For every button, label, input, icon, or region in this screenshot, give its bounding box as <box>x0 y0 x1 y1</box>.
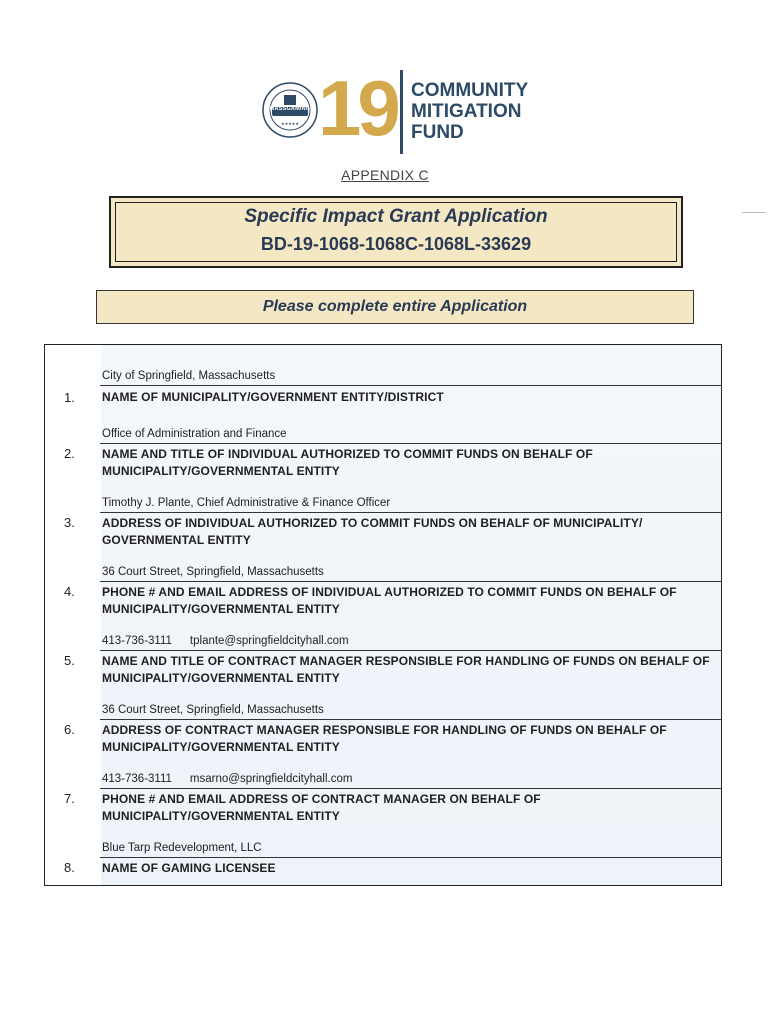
answer-field-1[interactable]: City of Springfield, Massachusetts <box>102 370 276 382</box>
email-value: tplante@springfieldcityhall.com <box>189 635 349 647</box>
answer-line <box>100 650 722 651</box>
row-number: 3. <box>64 515 75 530</box>
row-number: 5. <box>64 653 75 668</box>
instruction-text: Please complete entire Application <box>262 298 528 315</box>
answer-field-3[interactable]: Timothy J. Plante, Chief Administrative & Finance Officer <box>102 497 391 509</box>
row-number: 7. <box>64 791 75 806</box>
row-number: 1. <box>64 390 75 405</box>
logo-year: 19 <box>318 64 397 152</box>
application-code: BD-19-1068-1068C-1068L-33629 <box>260 234 532 254</box>
field-label: ADDRESS OF INDIVIDUAL AUTHORIZED TO COMMIT FUNDS ON BEHALF OF MUNICIPALITY/ GOVERNMENTAL ENTITY <box>102 516 643 547</box>
logo-fund-line-2: MITIGATION <box>411 101 522 122</box>
field-label: ADDRESS OF CONTRACT MANAGER RESPONSIBLE FOR HANDLING OF FUNDS ON BEHALF OF MUNICIPALITY/GOVERNMENTAL ENTITY <box>102 723 667 754</box>
row-number: 6. <box>64 722 75 737</box>
answer-line <box>100 385 722 386</box>
phone-value: 413-736-3111 <box>102 635 172 647</box>
logo-divider <box>400 70 403 154</box>
scan-edge-mark <box>742 212 766 213</box>
answer-line <box>100 719 722 720</box>
field-label: PHONE # AND EMAIL ADDRESS OF INDIVIDUAL AUTHORIZED TO COMMIT FUNDS ON BEHALF OF MUNICIPALITY/GOVERNMENTAL ENTITY <box>102 585 677 616</box>
answer-field-8[interactable]: Blue Tarp Redevelopment, LLC <box>102 842 262 854</box>
logo-fund-line-1: COMMUNITY <box>411 80 529 101</box>
answer-line <box>100 581 722 582</box>
field-label: NAME OF MUNICIPALITY/GOVERNMENT ENTITY/DISTRICT <box>102 390 444 404</box>
answer-field-5[interactable] <box>102 635 349 647</box>
answer-line <box>100 857 722 858</box>
row-number: 2. <box>64 446 75 461</box>
massgaming-seal-logo <box>262 82 318 138</box>
answer-field-7[interactable] <box>102 773 352 785</box>
svg-text:★★★★★: ★★★★★ <box>281 121 299 126</box>
answer-line <box>100 443 722 444</box>
row-number: 8. <box>64 860 75 875</box>
logo-fund-name <box>411 80 528 143</box>
answer-field-4[interactable]: 36 Court Street, Springfield, Massachusetts <box>102 566 324 578</box>
title-box <box>109 196 683 268</box>
seal-label: MASSGAMING <box>269 106 311 112</box>
field-label: PHONE # AND EMAIL ADDRESS OF CONTRACT MANAGER ON BEHALF OF MUNICIPALITY/GOVERNMENTAL ENTITY <box>102 792 541 823</box>
field-label: NAME AND TITLE OF CONTRACT MANAGER RESPONSIBLE FOR HANDLING OF FUNDS ON BEHALF OF MUNICIPALITY/GOVERNMENTAL ENTITY <box>102 654 710 685</box>
answer-line <box>100 512 722 513</box>
field-label: NAME AND TITLE OF INDIVIDUAL AUTHORIZED TO COMMIT FUNDS ON BEHALF OF MUNICIPALITY/GOVERNMENTAL ENTITY <box>102 447 593 478</box>
answer-line <box>100 788 722 789</box>
appendix-heading: APPENDIX C <box>341 167 429 183</box>
answer-field-2[interactable]: Office of Administration and Finance <box>102 428 287 440</box>
email-value: msarno@springfieldcityhall.com <box>189 773 353 785</box>
document-title: Specific Impact Grant Application <box>244 206 548 227</box>
logo-fund-line-3: FUND <box>411 122 464 143</box>
instruction-box <box>96 290 694 324</box>
phone-value: 413-736-3111 <box>102 773 172 785</box>
row-number: 4. <box>64 584 75 599</box>
answer-field-6[interactable]: 36 Court Street, Springfield, Massachusetts <box>102 704 324 716</box>
field-label: NAME OF GAMING LICENSEE <box>102 861 276 875</box>
